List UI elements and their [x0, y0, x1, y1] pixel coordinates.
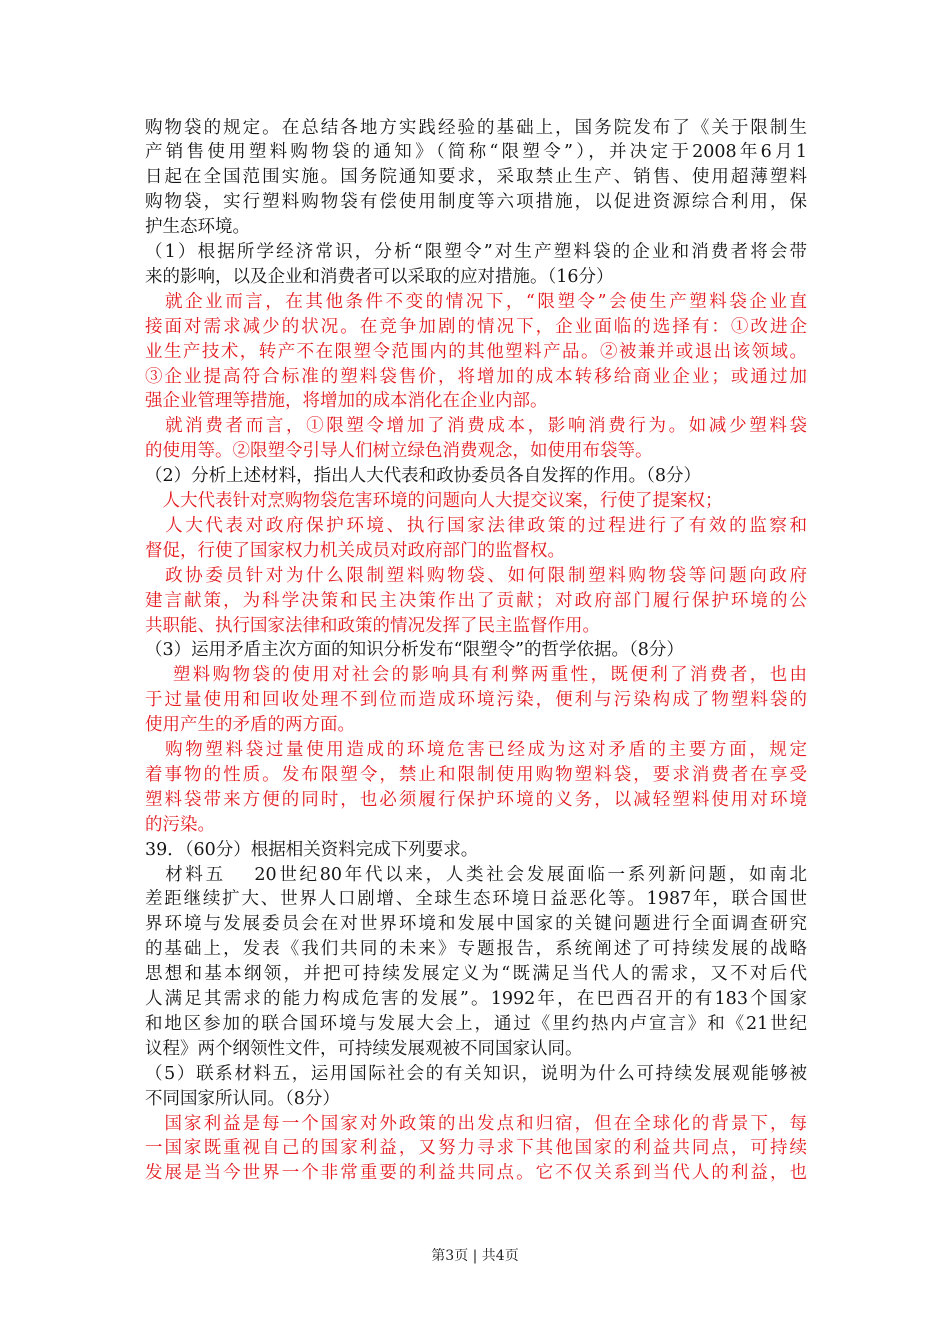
question-text-line: 界环境与发展委员会在对世界环境和发展中国家的关键问题进行全面调查研究	[145, 914, 807, 935]
answer-text-line: 塑料购物袋的使用对社会的影响具有利弊两重性，既便利了消费者，也由	[145, 665, 807, 686]
answer-text-line: 发展是当今世界一个非常重要的利益共同点。它不仅关系到当代人的利益，也	[145, 1163, 807, 1184]
answer-text-line: 购物塑料袋过量使用造成的环境危害已经成为这对矛盾的主要方面，规定	[145, 740, 807, 760]
answer-text-line: 就消费者而言，①限塑令增加了消费成本，影响消费行为。如减少塑料袋	[145, 416, 807, 437]
answer-text-line: 就企业而言，在其他条件不变的情况下，“限塑令”会使生产塑料袋企业直	[145, 291, 807, 312]
question-text-line: 日起在全国范围实施。国务院通知要求，采取禁止生产、销售、使用超薄塑料	[145, 167, 807, 188]
question-text-line: （3）运用矛盾主次方面的知识分析发布“限塑令”的哲学依据。（8分）	[145, 640, 684, 661]
question-text-line: 材料五 20世纪80年代以来，人类社会发展面临一系列新问题，如南北	[145, 864, 807, 885]
question-text-line: 购物袋的规定。在总结各地方实践经验的基础上，国务院发布了《关于限制生	[145, 117, 807, 138]
answer-text-line: 着事物的性质。发布限塑令，禁止和限制使用购物塑料袋，要求消费者在享受	[145, 764, 807, 785]
question-text-line: 思想和基本纲领，并把可持续发展定义为“既满足当代人的需求，又不对后代	[145, 964, 807, 985]
question-text-line: 和地区参加的联合国环境与发展大会上，通过《里约热内卢宣言》和《21世纪	[145, 1013, 807, 1034]
question-text-line: （2）分析上述材料，指出人大代表和政协委员各自发挥的作用。（8分）	[145, 466, 702, 487]
question-text-line: 来的影响，以及企业和消费者可以采取的应对措施。（16分）	[145, 266, 614, 287]
answer-text-line: ③企业提高符合标准的塑料袋售价，将增加的成本转移给商业企业；或通过加	[145, 366, 807, 387]
answer-text-line: 督促，行使了国家权力机关成员对政府部门的监督权。	[145, 540, 565, 561]
question-text-line: 议程》两个纲领性文件，可持续发展观被不同国家认同。	[145, 1038, 583, 1059]
question-text-line: 人满足其需求的能力构成危害的发展”。1992年，在巴西召开的有183个国家	[145, 989, 807, 1009]
question-text-line: 不同国家所认同。（8分）	[145, 1088, 340, 1109]
answer-text-line: 人大代表针对烹购物袋危害环境的问题向人大提交议案，行使了提案权；	[145, 491, 723, 511]
question-text-line: （1）根据所学经济常识，分析“限塑令”对生产塑料袋的企业和消费者将会带	[145, 242, 807, 262]
answer-text-line: 业生产技术，转产不在限塑令范围内的其他塑料产品。②被兼并或退出该领域。	[145, 341, 807, 362]
answer-text-line: 于过量使用和回收处理不到位而造成环境污染，便利与污染构成了物塑料袋的	[145, 690, 807, 711]
question-text-line: 护生态环境。	[145, 217, 250, 238]
answer-text-line: 的污染。	[145, 814, 215, 835]
question-text-line: 39．（60分）根据相关资料完成下列要求。	[145, 839, 479, 860]
question-text-line: 产销售使用塑料购物袋的通知》（简称“限塑令”），并决定于2008年6月1	[145, 142, 807, 163]
answer-text-line: 强企业管理等措施，将增加的成本消化在企业内部。	[145, 391, 548, 412]
answer-text-line: 使用产生的矛盾的两方面。	[145, 715, 355, 736]
question-text-line: 购物袋，实行塑料购物袋有偿使用制度等六项措施，以促进资源综合利用，保	[145, 192, 807, 213]
question-text-line: （5）联系材料五，运用国际社会的有关知识，说明为什么可持续发展观能够被	[145, 1063, 807, 1084]
answer-text-line: 接面对需求减少的状况。在竞争加剧的情况下，企业面临的选择有：①改进企	[145, 316, 807, 337]
page-footer: 第3页 | 共4页	[431, 1248, 519, 1264]
answer-text-line: 塑料袋带来方便的同时，也必须履行保护环境的义务，以减轻塑料使用对环境	[145, 789, 807, 810]
answer-text-line: 的使用等。②限塑令引导人们树立绿色消费观念，如使用布袋等。	[145, 441, 653, 462]
answer-text-line: 政协委员针对为什么限制塑料购物袋、如何限制塑料购物袋等问题向政府	[145, 565, 807, 586]
answer-text-line: 国家利益是每一个国家对外政策的出发点和归宿，但在全球化的背景下，每	[145, 1113, 807, 1134]
answer-text-line: 人大代表对政府保护环境、执行国家法律政策的过程进行了有效的监察和	[145, 515, 807, 536]
answer-text-line: 一国家既重视自己的国家利益，又努力寻求下其他国家的利益共同点，可持续	[145, 1138, 807, 1159]
answer-text-line: 建言献策，为科学决策和民主决策作出了贡献；对政府部门履行保护环境的公	[145, 590, 807, 611]
question-text-line: 的基础上，发表《我们共同的未来》专题报告，系统阐述了可持续发展的战略	[145, 939, 807, 960]
answer-text-line: 共职能、执行国家法律和政策的情况发挥了民主监督作用。	[145, 615, 600, 636]
question-text-line: 差距继续扩大、世界人口剧增、全球生态环境日益恶化等。1987年，联合国世	[145, 889, 807, 910]
